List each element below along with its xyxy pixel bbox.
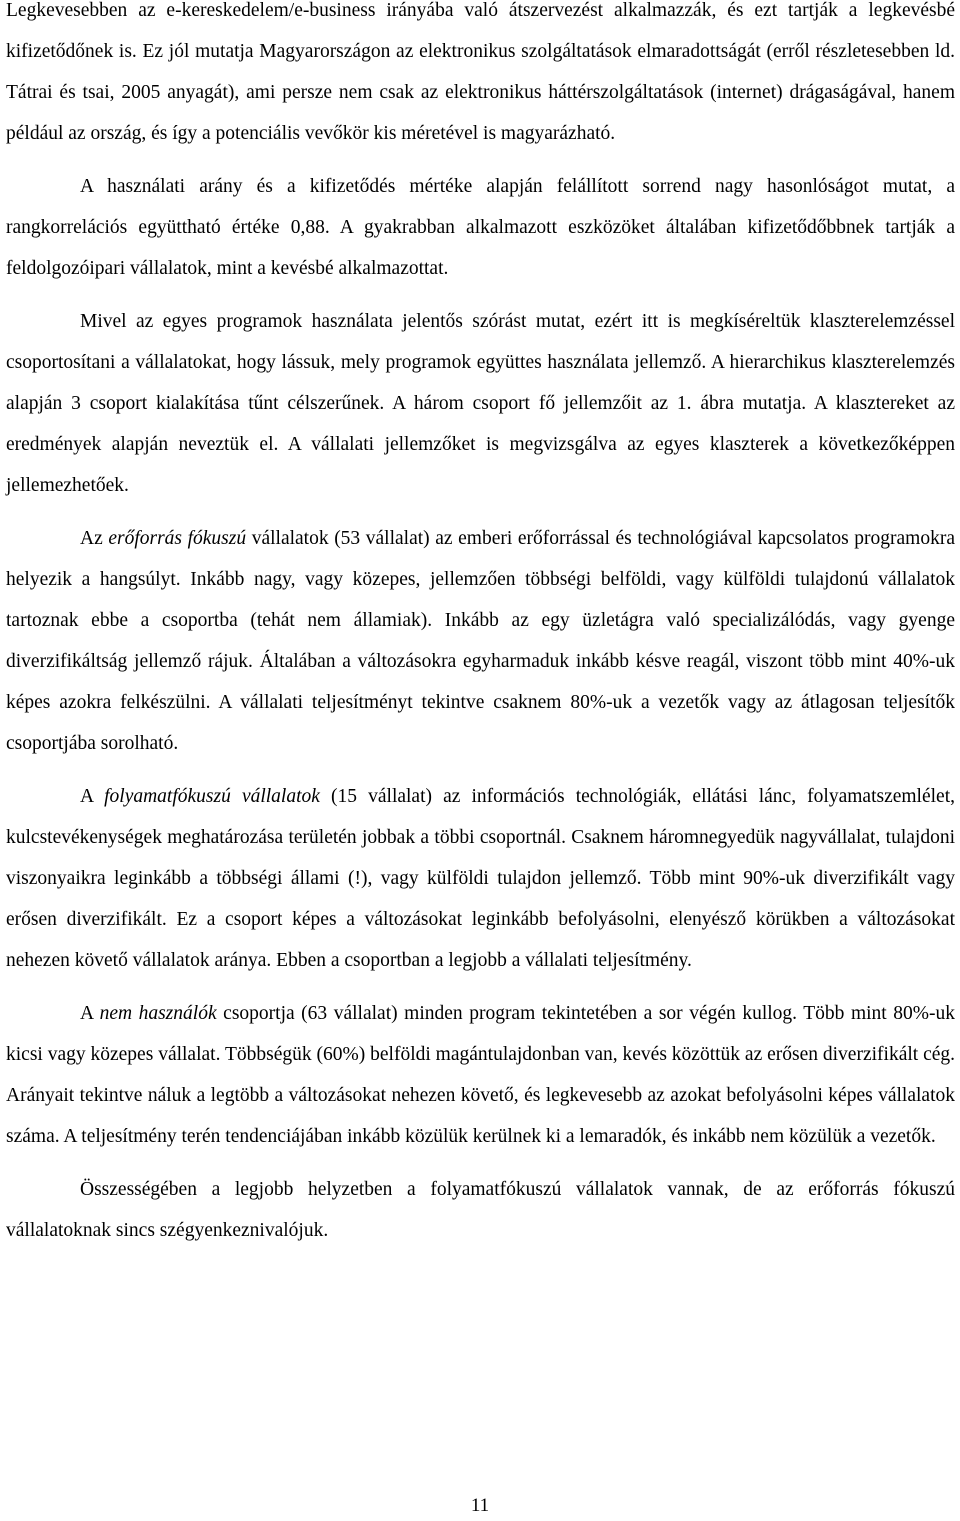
paragraph-7: Összességében a legjobb helyzetben a folyamatfókuszú vállalatok vannak, de az erőforrás fókuszú vállalatoknak sincs szégyenkeznivalójuk.: [6, 1179, 955, 1241]
term-eroforras-fokuszu: erőforrás fókuszú: [108, 528, 247, 549]
paragraph-4-body: vállalatok (53 vállalat) az emberi erőforrással és technológiával kapcsolatos programokra helyezik a hangsúlyt. Inkább nagy, vagy közepes, jellemzően többségi belföldi, vagy külföldi tulajdonú vállalatok tartoznak ebbe a csoportba (tehát nem államiak). Inkább az egy üzletágra való specializálódás, vagy gyenge diverzifikáltság jellemző rájuk. Általában a változásokra egyharmaduk inkább késve reagál, viszont több mint 40%-uk képes azokra felkészülni. A vállalati teljesítményt tekintve csaknem 80%-uk a vezetők vagy az átlagosan teljesítők csoportjába sorolható.: [6, 528, 956, 754]
paragraph-4-lead: Az: [80, 528, 109, 549]
paragraph-gap: [6, 506, 955, 518]
paragraph-6-lead: A: [80, 1003, 100, 1024]
paragraph-gap: [6, 764, 955, 776]
paragraph-1: Legkevesebben az e-kereskedelem/e-business irányába való átszervezést alkalmazzák, és ezt tartják a legkevésbé kifizetődőnek is. Ez jól mutatja Magyarországon az elektronikus szolgáltatások elmaradottságát (erről részletesebben ld. Tátrai és tsai, 2005 anyagát), ami persze nem csak az elektronikus háttérszolgáltatások (internet) drágaságával, hanem például az ország, és így a potenciális vevőkör kis méretével is magyarázható.: [6, 0, 955, 144]
paragraph-gap: [6, 1157, 955, 1169]
paragraph-3: Mivel az egyes programok használata jelentős szórást mutat, ezért itt is megkíséreltük klaszterelemzéssel csoportosítani a vállalatokat, hogy lássuk, mely programok együttes használata jellemző. A hierarchikus klaszterelemzés alapján 3 csoport kialakítása tűnt célszerűnek. A három csoport fő jellemzőit az 1. ábra mutatja. A klasztereket az eredmények alapján neveztük el. A vállalati jellemzőket is megvizsgálva az egyes klaszterek a következőképpen jellemezhetőek.: [6, 311, 955, 496]
paragraph-gap: [6, 154, 955, 166]
term-folyamatfokuszu-vallalatok: folyamatfókuszú vállalatok: [104, 786, 320, 807]
term-nem-hasznalok: nem használók: [99, 1003, 217, 1024]
document-body: [6, 0, 955, 1251]
paragraph-gap: [6, 981, 955, 993]
paragraph-5-lead: A: [80, 786, 105, 807]
paragraph-2: A használati arány és a kifizetődés mértéke alapján felállított sorrend nagy hasonlóságot mutat, a rangkorrelációs együttható értéke 0,88. A gyakrabban alkalmazott eszközöket általában kifizetődőbbnek tartják a feldolgozóipari vállalatok, mint a kevésbé alkalmazottat.: [6, 176, 955, 279]
paragraph-5-body: (15 vállalat) az információs technológiák, ellátási lánc, folyamatszemlélet, kulcstevékenységek meghatározása területén jobbak a többi csoportnál. Csaknem háromnegyedük nagyvállalat, tulajdoni viszonyaikra leginkább a többségi állami (!), vagy külföldi tulajdon jellemző. Több mint 90%-uk diverzifikált vagy erősen diverzifikált. Ez a csoport képes a változásokat leginkább befolyásolni, elenyésző körükben a változásokat nehezen követő vállalatok aránya. Ebben a csoportban a legjobb a vállalati teljesítmény.: [6, 786, 955, 971]
paragraph-6-body: csoportja (63 vállalat) minden program tekintetében a sor végén kullog. Több mint 80%-uk kicsi vagy közepes vállalat. Többségük (60%) belföldi magántulajdonban van, kevés közöttük az erősen diverzifikált cég. Arányait tekintve náluk a legtöbb a változásokat nehezen követő, és legkevesebb az azokat befolyásolni képes vállalatok száma. A teljesítmény terén tendenciájában inkább közülük kerülnek ki a lemaradók, és inkább nem közülük a vezetők.: [6, 1003, 955, 1147]
paragraph-4: [6, 518, 955, 764]
paragraph-6: [6, 993, 955, 1157]
paragraph-gap: [6, 289, 955, 301]
page-number: 11: [470, 1495, 490, 1516]
paragraph-5: [6, 776, 955, 981]
